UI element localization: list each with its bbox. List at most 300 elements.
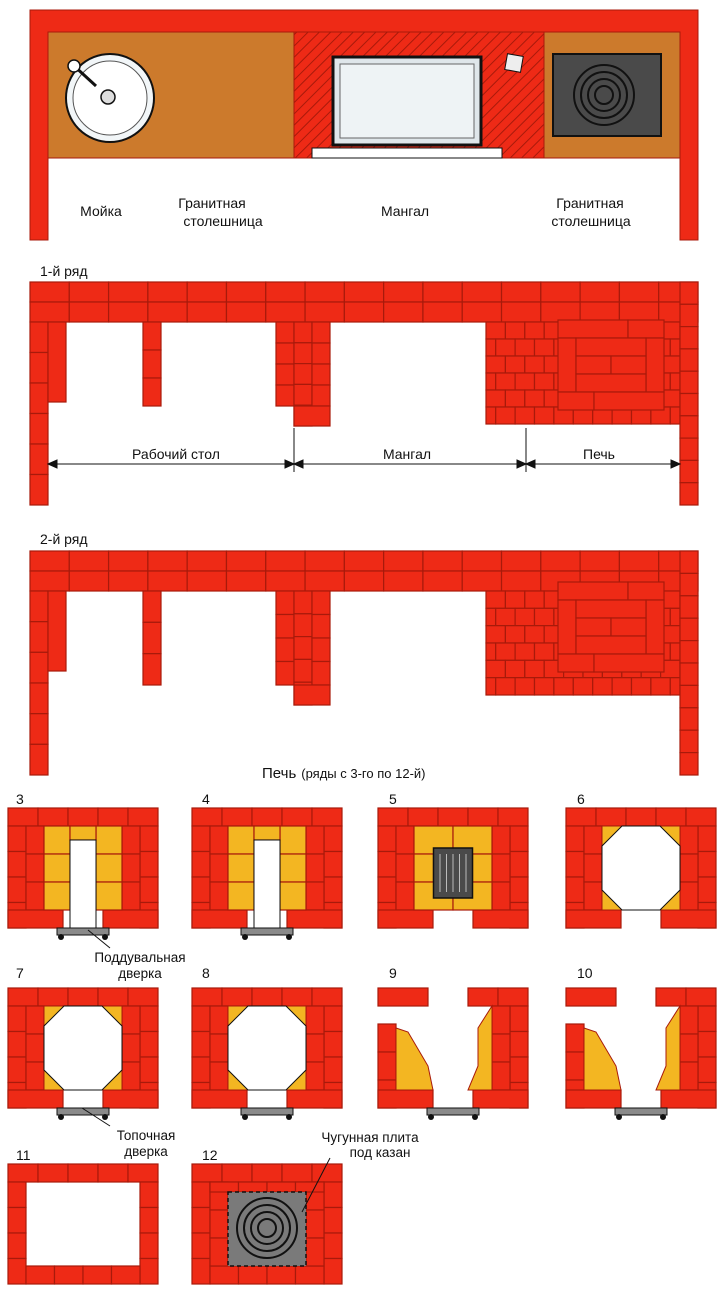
brick — [312, 1164, 342, 1182]
brick — [8, 1233, 26, 1259]
brick — [140, 826, 158, 852]
brick — [112, 1266, 141, 1284]
brick — [611, 618, 646, 636]
brick — [515, 608, 534, 625]
top-view — [30, 10, 698, 240]
brick — [496, 678, 515, 695]
brick — [30, 551, 69, 571]
brick — [502, 282, 541, 302]
brick — [468, 988, 498, 1006]
brick — [30, 475, 48, 506]
brick — [396, 854, 414, 882]
row-2-plan — [30, 531, 698, 775]
brick — [228, 882, 254, 910]
brick — [505, 660, 524, 677]
brick — [222, 808, 252, 826]
brick — [496, 373, 515, 390]
brick — [30, 383, 48, 414]
brick — [525, 626, 544, 643]
stove-row-label-12: 12 — [202, 1147, 218, 1163]
brick — [192, 1090, 247, 1108]
firebox-opening — [44, 1006, 122, 1090]
brick — [661, 910, 716, 928]
brick — [414, 854, 434, 882]
brick — [305, 282, 344, 302]
brick — [558, 654, 594, 672]
stove-row-label-10: 10 — [577, 965, 593, 981]
brick — [576, 636, 646, 654]
stove-row-label-9: 9 — [389, 965, 397, 981]
brick — [8, 877, 26, 903]
label-counter-left-1: Гранитная — [178, 195, 246, 211]
row-1-bricks — [30, 282, 698, 505]
brick — [680, 708, 698, 730]
brick — [267, 1266, 296, 1284]
brick — [541, 282, 580, 302]
brick — [222, 988, 252, 1006]
brick — [140, 1006, 158, 1032]
brick — [306, 1210, 324, 1238]
brick — [26, 882, 44, 910]
brick — [566, 808, 596, 826]
brick — [8, 1057, 26, 1083]
brick — [566, 826, 584, 852]
brick — [698, 826, 716, 852]
brick — [344, 551, 383, 571]
brick — [192, 1164, 222, 1182]
brick — [276, 662, 294, 686]
brick — [280, 882, 306, 910]
brick — [378, 808, 408, 826]
brick — [228, 854, 254, 882]
brick — [239, 1182, 268, 1192]
row-1-plan — [30, 263, 698, 505]
brick — [510, 1006, 528, 1032]
door-icon — [57, 928, 109, 935]
brick — [698, 1032, 716, 1058]
brick — [254, 826, 280, 840]
brick — [573, 678, 592, 695]
brick — [143, 350, 161, 378]
brick — [210, 1006, 228, 1034]
brick — [661, 1090, 716, 1108]
brick — [109, 571, 148, 591]
brick — [226, 302, 265, 322]
brick — [486, 339, 496, 356]
brick — [324, 877, 342, 903]
note-plate-2: под казан — [349, 1145, 411, 1160]
brick — [680, 826, 698, 854]
brick — [492, 1006, 510, 1034]
stove-panel — [8, 808, 158, 940]
firebox-opening — [228, 1006, 306, 1090]
brick — [30, 302, 69, 322]
brick — [192, 1259, 210, 1285]
brick — [486, 591, 505, 608]
brick — [408, 808, 438, 826]
brick — [30, 444, 48, 475]
stove-panel — [378, 988, 528, 1120]
brick — [619, 282, 658, 302]
brick — [486, 678, 496, 695]
brick — [378, 988, 428, 1006]
brick — [680, 618, 698, 640]
brick — [670, 373, 680, 390]
brick — [140, 1208, 158, 1234]
brick — [143, 654, 161, 685]
brick — [558, 600, 576, 654]
brick — [38, 1164, 68, 1182]
brick — [576, 356, 611, 374]
brick — [30, 322, 48, 353]
stove-panel — [378, 808, 528, 928]
brick — [324, 1233, 342, 1259]
door-icon — [615, 1108, 667, 1115]
brick — [344, 302, 383, 322]
brick — [226, 282, 265, 302]
dim-label-stove: Печь — [583, 446, 615, 462]
brick — [30, 683, 48, 714]
brick — [510, 852, 528, 878]
brick — [187, 282, 226, 302]
brick — [492, 1034, 510, 1062]
brick — [670, 339, 680, 356]
brick — [55, 1266, 84, 1284]
stove-rows — [8, 765, 716, 1284]
brick — [596, 808, 626, 826]
brick — [580, 282, 619, 302]
brick — [680, 663, 698, 685]
brick — [492, 1062, 510, 1090]
brick — [306, 1006, 324, 1034]
brick — [496, 407, 515, 424]
brick — [276, 343, 294, 364]
brick — [69, 302, 108, 322]
brick — [148, 302, 187, 322]
brick — [210, 1238, 228, 1266]
brick — [462, 551, 501, 571]
brick — [140, 1057, 158, 1083]
brick — [670, 678, 680, 695]
brick — [566, 852, 584, 878]
brick — [698, 1006, 716, 1032]
brick — [98, 808, 128, 826]
brick — [294, 591, 312, 614]
door-hinge — [58, 934, 64, 940]
brick — [680, 282, 698, 304]
brick — [122, 1034, 140, 1062]
brick — [128, 808, 158, 826]
brick — [378, 910, 433, 928]
brick — [222, 1164, 252, 1182]
brick — [566, 988, 616, 1006]
brick — [496, 643, 515, 660]
stove-panel — [192, 988, 342, 1120]
stove-panel — [8, 988, 158, 1120]
brick — [252, 808, 282, 826]
brick — [594, 392, 664, 410]
brick — [584, 882, 602, 910]
brick — [96, 826, 122, 854]
brick — [312, 615, 330, 639]
brick — [8, 988, 38, 1006]
brick — [192, 1006, 210, 1032]
brick — [535, 678, 554, 695]
brick — [294, 364, 312, 385]
brick — [48, 591, 66, 671]
brick — [287, 910, 342, 928]
brick — [305, 551, 344, 571]
brick — [143, 591, 161, 622]
brick — [378, 877, 396, 903]
brick — [294, 659, 312, 682]
brick — [30, 282, 69, 302]
brick — [312, 343, 330, 364]
brick — [680, 882, 698, 910]
ash-channel — [70, 840, 96, 928]
brick — [535, 643, 554, 660]
brick — [192, 877, 210, 903]
brick — [30, 353, 48, 384]
brick — [128, 1164, 158, 1182]
brick — [510, 1032, 528, 1058]
brick — [312, 662, 330, 686]
brick — [554, 678, 573, 695]
brick — [109, 302, 148, 322]
brick — [698, 1057, 716, 1083]
brick — [576, 600, 646, 618]
brick — [30, 591, 48, 622]
brick — [628, 582, 664, 600]
brick — [698, 877, 716, 903]
brick — [30, 652, 48, 683]
brick — [192, 910, 247, 928]
brick — [192, 852, 210, 878]
brick — [502, 302, 541, 322]
brick — [266, 302, 305, 322]
brick — [306, 1034, 324, 1062]
brick — [306, 1062, 324, 1090]
stove-row-label-4: 4 — [202, 791, 210, 807]
brick — [312, 638, 330, 662]
brick — [486, 608, 496, 625]
brick — [252, 988, 282, 1006]
door-hinge — [286, 1114, 292, 1120]
brick — [576, 338, 646, 356]
brick — [44, 882, 70, 910]
brick — [680, 416, 698, 438]
brick — [210, 826, 228, 854]
brick — [515, 339, 534, 356]
brick — [140, 1032, 158, 1058]
brick — [266, 282, 305, 302]
brick — [282, 988, 312, 1006]
brick — [473, 854, 493, 882]
brick — [210, 882, 228, 910]
brick — [294, 343, 312, 364]
brick — [324, 826, 342, 852]
brick — [584, 854, 602, 882]
brick — [680, 685, 698, 707]
brick — [312, 808, 342, 826]
brick — [505, 591, 524, 608]
door-hinge — [616, 1114, 622, 1120]
brick — [626, 808, 656, 826]
brick — [276, 364, 294, 385]
brick — [210, 1062, 228, 1090]
brick — [468, 808, 498, 826]
brick — [296, 1182, 325, 1192]
brick — [96, 854, 122, 882]
brick — [306, 854, 324, 882]
door-hinge — [286, 934, 292, 940]
brick — [187, 551, 226, 571]
brick — [498, 988, 528, 1006]
brick — [473, 910, 528, 928]
brick — [515, 678, 534, 695]
brick — [143, 622, 161, 653]
fire-brick — [396, 1028, 433, 1090]
brick — [680, 371, 698, 393]
brick — [68, 1164, 98, 1182]
brick — [486, 407, 496, 424]
brick — [276, 322, 294, 343]
brick — [535, 407, 554, 424]
brick — [593, 678, 612, 695]
brick — [26, 826, 44, 854]
brick — [558, 338, 576, 392]
brick — [384, 571, 423, 591]
brick — [515, 407, 534, 424]
row-2-bricks — [30, 551, 698, 775]
stove-panels — [8, 808, 716, 1284]
brick — [239, 1266, 268, 1284]
label-sink: Мойка — [80, 203, 122, 219]
grill-ledge — [312, 148, 502, 158]
door-hinge — [102, 1114, 108, 1120]
brick — [122, 1006, 140, 1034]
stove-row-label-3: 3 — [16, 791, 24, 807]
brick — [525, 390, 544, 407]
brick — [473, 1090, 528, 1108]
ash-channel — [254, 840, 280, 928]
brick — [8, 1006, 26, 1032]
brick — [576, 618, 611, 636]
brick — [510, 877, 528, 903]
vent-icon — [505, 54, 524, 73]
dim-label-grill: Мангал — [382, 446, 432, 462]
brick — [505, 356, 524, 373]
brick — [612, 678, 631, 695]
brick — [378, 1090, 433, 1108]
brick — [486, 643, 496, 660]
brick — [558, 582, 628, 600]
brick — [8, 1182, 26, 1208]
brick — [210, 1182, 239, 1192]
brick — [266, 551, 305, 571]
brick — [515, 373, 534, 390]
brick — [576, 374, 646, 392]
brick — [276, 638, 294, 662]
brick — [8, 1259, 26, 1285]
brick — [462, 282, 501, 302]
brick — [8, 910, 63, 928]
brick — [70, 826, 96, 840]
brick — [266, 571, 305, 591]
dim-label-worktable: Рабочий стол — [132, 446, 220, 462]
brick — [187, 302, 226, 322]
brick — [680, 641, 698, 663]
brick — [698, 852, 716, 878]
brick — [192, 1182, 210, 1208]
brick — [378, 1052, 396, 1080]
brick — [656, 988, 686, 1006]
door-hinge — [242, 1114, 248, 1120]
brick — [535, 339, 554, 356]
brick — [26, 1266, 55, 1284]
brick — [226, 551, 265, 571]
brick — [148, 282, 187, 302]
stove-row-label-6: 6 — [577, 791, 585, 807]
brick — [680, 596, 698, 618]
grill-firebox-inner — [340, 64, 474, 138]
brick — [287, 1090, 342, 1108]
door-icon — [427, 1108, 479, 1115]
brick — [140, 1233, 158, 1259]
brick — [566, 1024, 584, 1052]
brick — [324, 1057, 342, 1083]
brick — [680, 1062, 698, 1090]
brick — [525, 322, 544, 339]
brick — [632, 678, 651, 695]
label-counter-right-2: столешница — [551, 213, 631, 229]
door-icon — [241, 1108, 293, 1115]
brick — [423, 302, 462, 322]
brick — [30, 744, 48, 775]
brick — [128, 988, 158, 1006]
hotplate-icon — [553, 54, 661, 136]
brick — [670, 407, 680, 424]
brick — [566, 910, 621, 928]
brick — [611, 356, 646, 374]
brick — [344, 282, 383, 302]
brick — [680, 730, 698, 752]
brick — [396, 882, 414, 910]
brick — [276, 615, 294, 639]
brick — [462, 302, 501, 322]
brick — [68, 808, 98, 826]
door-hinge — [58, 1114, 64, 1120]
brick — [492, 882, 510, 910]
brick — [462, 571, 501, 591]
faucet-base — [68, 60, 80, 72]
brick — [619, 302, 658, 322]
brick — [656, 808, 686, 826]
brick — [38, 988, 68, 1006]
brick — [8, 1032, 26, 1058]
brick — [294, 384, 312, 405]
brick — [680, 854, 698, 882]
brick — [680, 573, 698, 595]
note-fire-door-1: Топочная — [116, 1128, 176, 1143]
brick — [30, 571, 69, 591]
brick — [486, 322, 505, 339]
brick — [680, 1006, 698, 1034]
brick — [143, 378, 161, 406]
brick — [680, 349, 698, 371]
brick — [305, 302, 344, 322]
brick — [30, 714, 48, 745]
